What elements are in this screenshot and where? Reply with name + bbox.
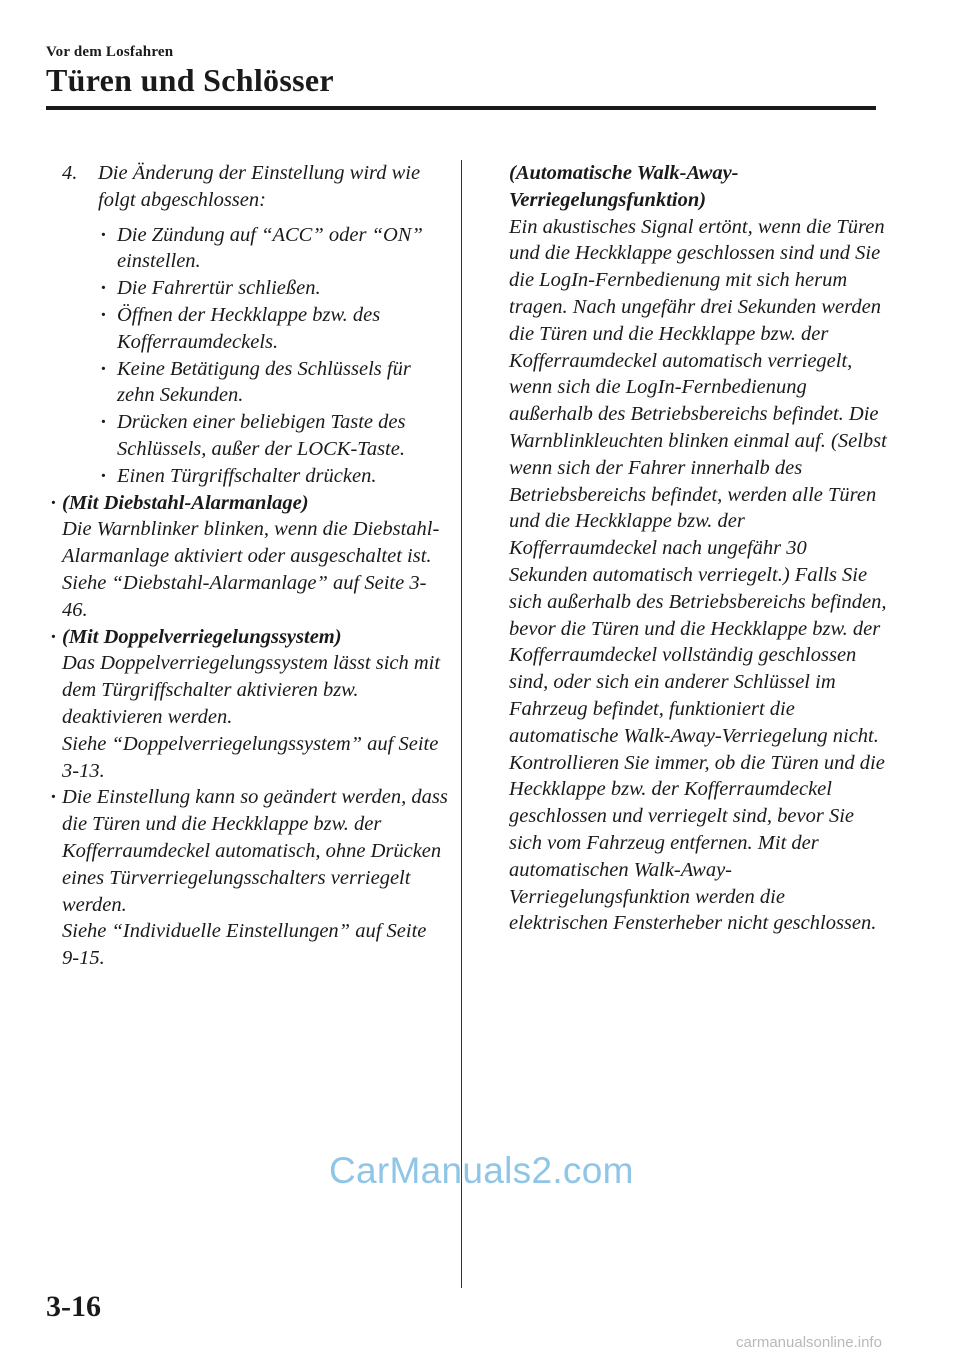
bullet-theft-alarm [62,490,448,624]
bullet-text: · Die Einstellung kann so geändert werden, dass die Türen und die Heckklappe bzw. der Kofferraumdeckel automatisch, ohne Drücken eines Türverriegelungsschalters verriegelt werden. [62,786,448,916]
step-4 [62,160,448,214]
bullet-heading: · (Mit Doppelverriegelungssystem) [62,625,342,648]
watermark-logo: CarManuals2.com [329,1150,634,1191]
sub-item: · Einen Türgriffschalter drücken. [100,463,448,490]
sub-item: · Die Fahrertür schließen. [100,275,448,302]
bullet-auto-lock-setting [62,784,448,972]
footer-watermark: carmanualsonline.info [736,1334,882,1351]
column-divider [461,160,462,1288]
sub-item: · Die Zündung auf “ACC” oder “ON” einstellen. [100,222,448,276]
step-text: Die Änderung der Einstellung wird wie folgt abgeschlossen: [98,162,421,211]
sub-item: · Öffnen der Heckklappe bzw. des Kofferraumdeckels. [100,302,448,356]
bullet-double-lock [62,624,448,785]
page-number: 3-16 [46,1290,101,1323]
step-sub-list [100,222,448,490]
note-bullet-list [62,490,448,972]
bullet-reference: Siehe “Doppelverriegelungssystem” auf Seite 3-13. [62,732,439,782]
walk-away-heading: (Automatische Walk-Away-Verriegelungsfunktion) [509,162,739,211]
bullet-text: Die Warnblinker blinken, wenn die Diebstahl-Alarmanlage aktiviert oder ausgeschaltet ist. [62,518,440,568]
sub-item: · Drücken einer beliebigen Taste des Schlüssels, außer der LOCK-Taste. [100,409,448,463]
walk-away-body: Ein akustisches Signal ertönt, wenn die Türen und die Heckklappe geschlossen sind und Sie die LogIn-Fernbedienung mit sich herum tragen. Nach ungefähr drei Sekunden werden die Türen und die Heckklappe bzw. der Kofferraumdeckel automatisch verriegelt, wenn sich die LogIn-Fernbedienung außerhalb des Betriebsbereichs befindet. Die Warnblinkleuchten blinken einmal auf. (Selbst wenn sich der Fahrer innerhalb des Betriebsbereichs befindet, werden alle Türen und die Heckklappe bzw. der Kofferraumdeckel nach ungefähr 30 Sekunden automatisch verriegelt.) Falls Sie sich außerhalb des Betriebsbereichs befinden, bevor die Türen und die Heckklappe bzw. der Kofferraumdeckel vollständig geschlossen sind, oder sich ein anderer Schlüssel im Fahrzeug befindet, funktioniert die automatische Walk-Away-Verriegelung nicht. Kontrollieren Sie immer, ob die Türen und die Heckklappe bzw. der Kofferraumdeckel geschlossen und verriegelt sind, bevor Sie sich vom Fahrzeug entfernen. Mit der automatischen Walk-Away-Verriegelungsfunktion werden die elektrischen Fensterheber nicht geschlossen. [509,215,887,935]
section-label: Vor dem Losfahren [46,44,174,60]
sub-item: · Keine Betätigung des Schlüssels für zehn Sekunden. [100,356,448,410]
chapter-title: Türen und Schlösser [46,62,334,98]
step-number: 4. [62,162,78,184]
right-column [509,160,889,937]
bullet-reference: Siehe “Diebstahl-Alarmanlage” auf Seite 3-46. [62,571,427,621]
bullet-heading: · (Mit Diebstahl-Alarmanlage) [62,491,309,514]
header-rule [46,106,876,110]
bullet-reference: Siehe “Individuelle Einstellungen” auf Seite 9-15. [62,920,427,970]
left-column [62,160,448,972]
bullet-text: Das Doppelverriegelungssystem lässt sich mit dem Türgriffschalter aktivieren bzw. deaktivieren werden. [62,652,441,728]
